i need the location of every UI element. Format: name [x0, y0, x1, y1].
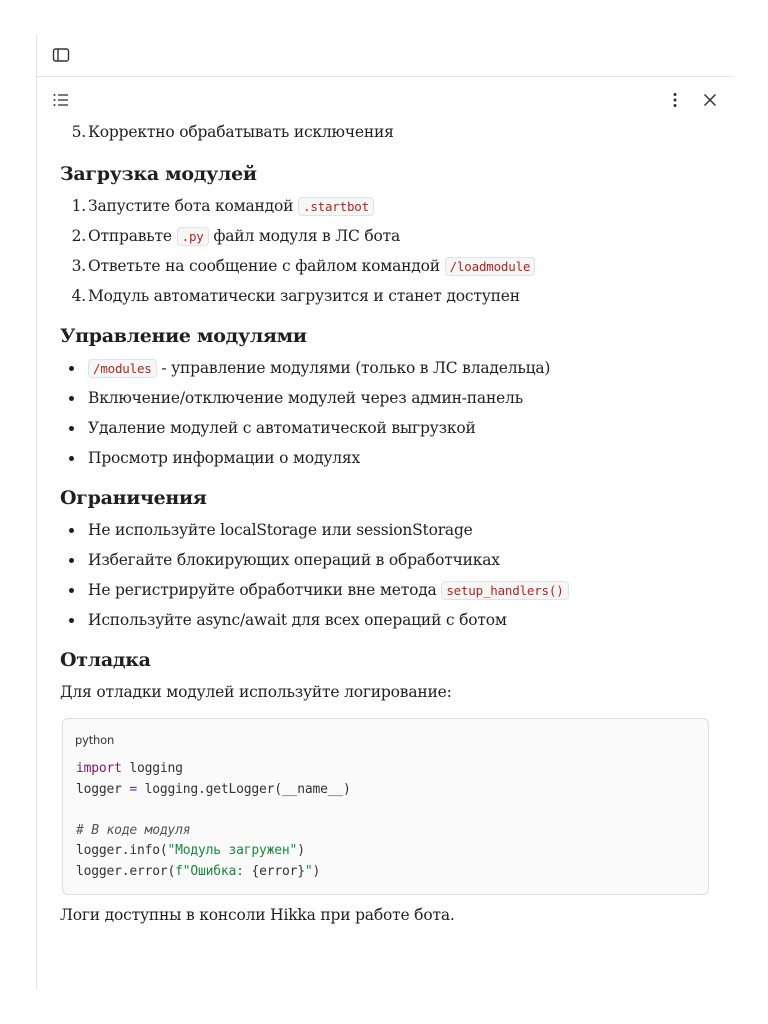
list-item: Удаление модулей с автоматической выгрузкой	[60, 418, 710, 448]
document-content	[60, 122, 710, 925]
list-item: Просмотр информации о модулях	[60, 448, 710, 478]
list-item: Включение/отключение модулей через админ-панель	[60, 388, 710, 418]
debug-intro-text: Для отладки модулей используйте логирование:	[60, 683, 452, 701]
prev-ordered-list	[60, 122, 710, 152]
list-item: Не используйте localStorage или sessionStorage	[60, 520, 710, 550]
list-item: Используйте async/await для всех операций с ботом	[60, 610, 710, 640]
list-item: 3. Ответьте на сообщение с файлом командой /loadmodule	[60, 256, 710, 286]
document-panel	[36, 34, 734, 990]
debug-outro-text: Логи доступны в консоли Hikka при работе бота.	[60, 906, 455, 924]
sidebar-toggle-icon[interactable]	[51, 45, 71, 65]
loading-steps-list	[60, 196, 710, 316]
section-heading-loading: Загрузка модулей	[60, 163, 257, 185]
management-list	[60, 358, 710, 478]
list-item: 1. Запустите бота командой .startbot	[60, 196, 710, 226]
more-vertical-icon[interactable]	[665, 90, 685, 110]
list-item: 4. Модуль автоматически загрузится и станет доступен	[71, 287, 520, 305]
code-content: import logging logger = logging.getLogger(__name__) # В коде модуля logger.info("Модуль загружен") logger.error(f"Ошибка: {error}")	[76, 761, 351, 879]
list-item: 2. Отправьте .py файл модуля в ЛС бота	[71, 227, 401, 245]
code-block	[62, 718, 709, 895]
section-heading-debug: Отладка	[60, 649, 151, 671]
code-language-label: python	[75, 733, 115, 747]
limits-list	[60, 520, 710, 640]
inline-code: setup_handlers()	[441, 581, 568, 600]
top-bar	[37, 34, 734, 77]
section-heading-management: Управление модулями	[60, 325, 307, 347]
section-heading-limits: Ограничения	[60, 487, 207, 509]
outline-list-icon[interactable]	[51, 90, 71, 110]
list-item: Не регистрируйте обработчики вне метода setup_handlers()	[60, 580, 710, 610]
inline-code: .py	[177, 227, 209, 246]
inline-code: /loadmodule	[445, 257, 536, 276]
list-item: 5. Корректно обрабатывать исключения	[71, 123, 394, 141]
list-item: Избегайте блокирующих операций в обработчиках	[60, 550, 710, 580]
inline-code: .startbot	[298, 197, 374, 216]
inline-code: /modules	[88, 359, 157, 378]
list-item: /modules - управление модулями (только в ЛС владельца)	[60, 358, 710, 388]
close-icon[interactable]	[700, 90, 720, 110]
